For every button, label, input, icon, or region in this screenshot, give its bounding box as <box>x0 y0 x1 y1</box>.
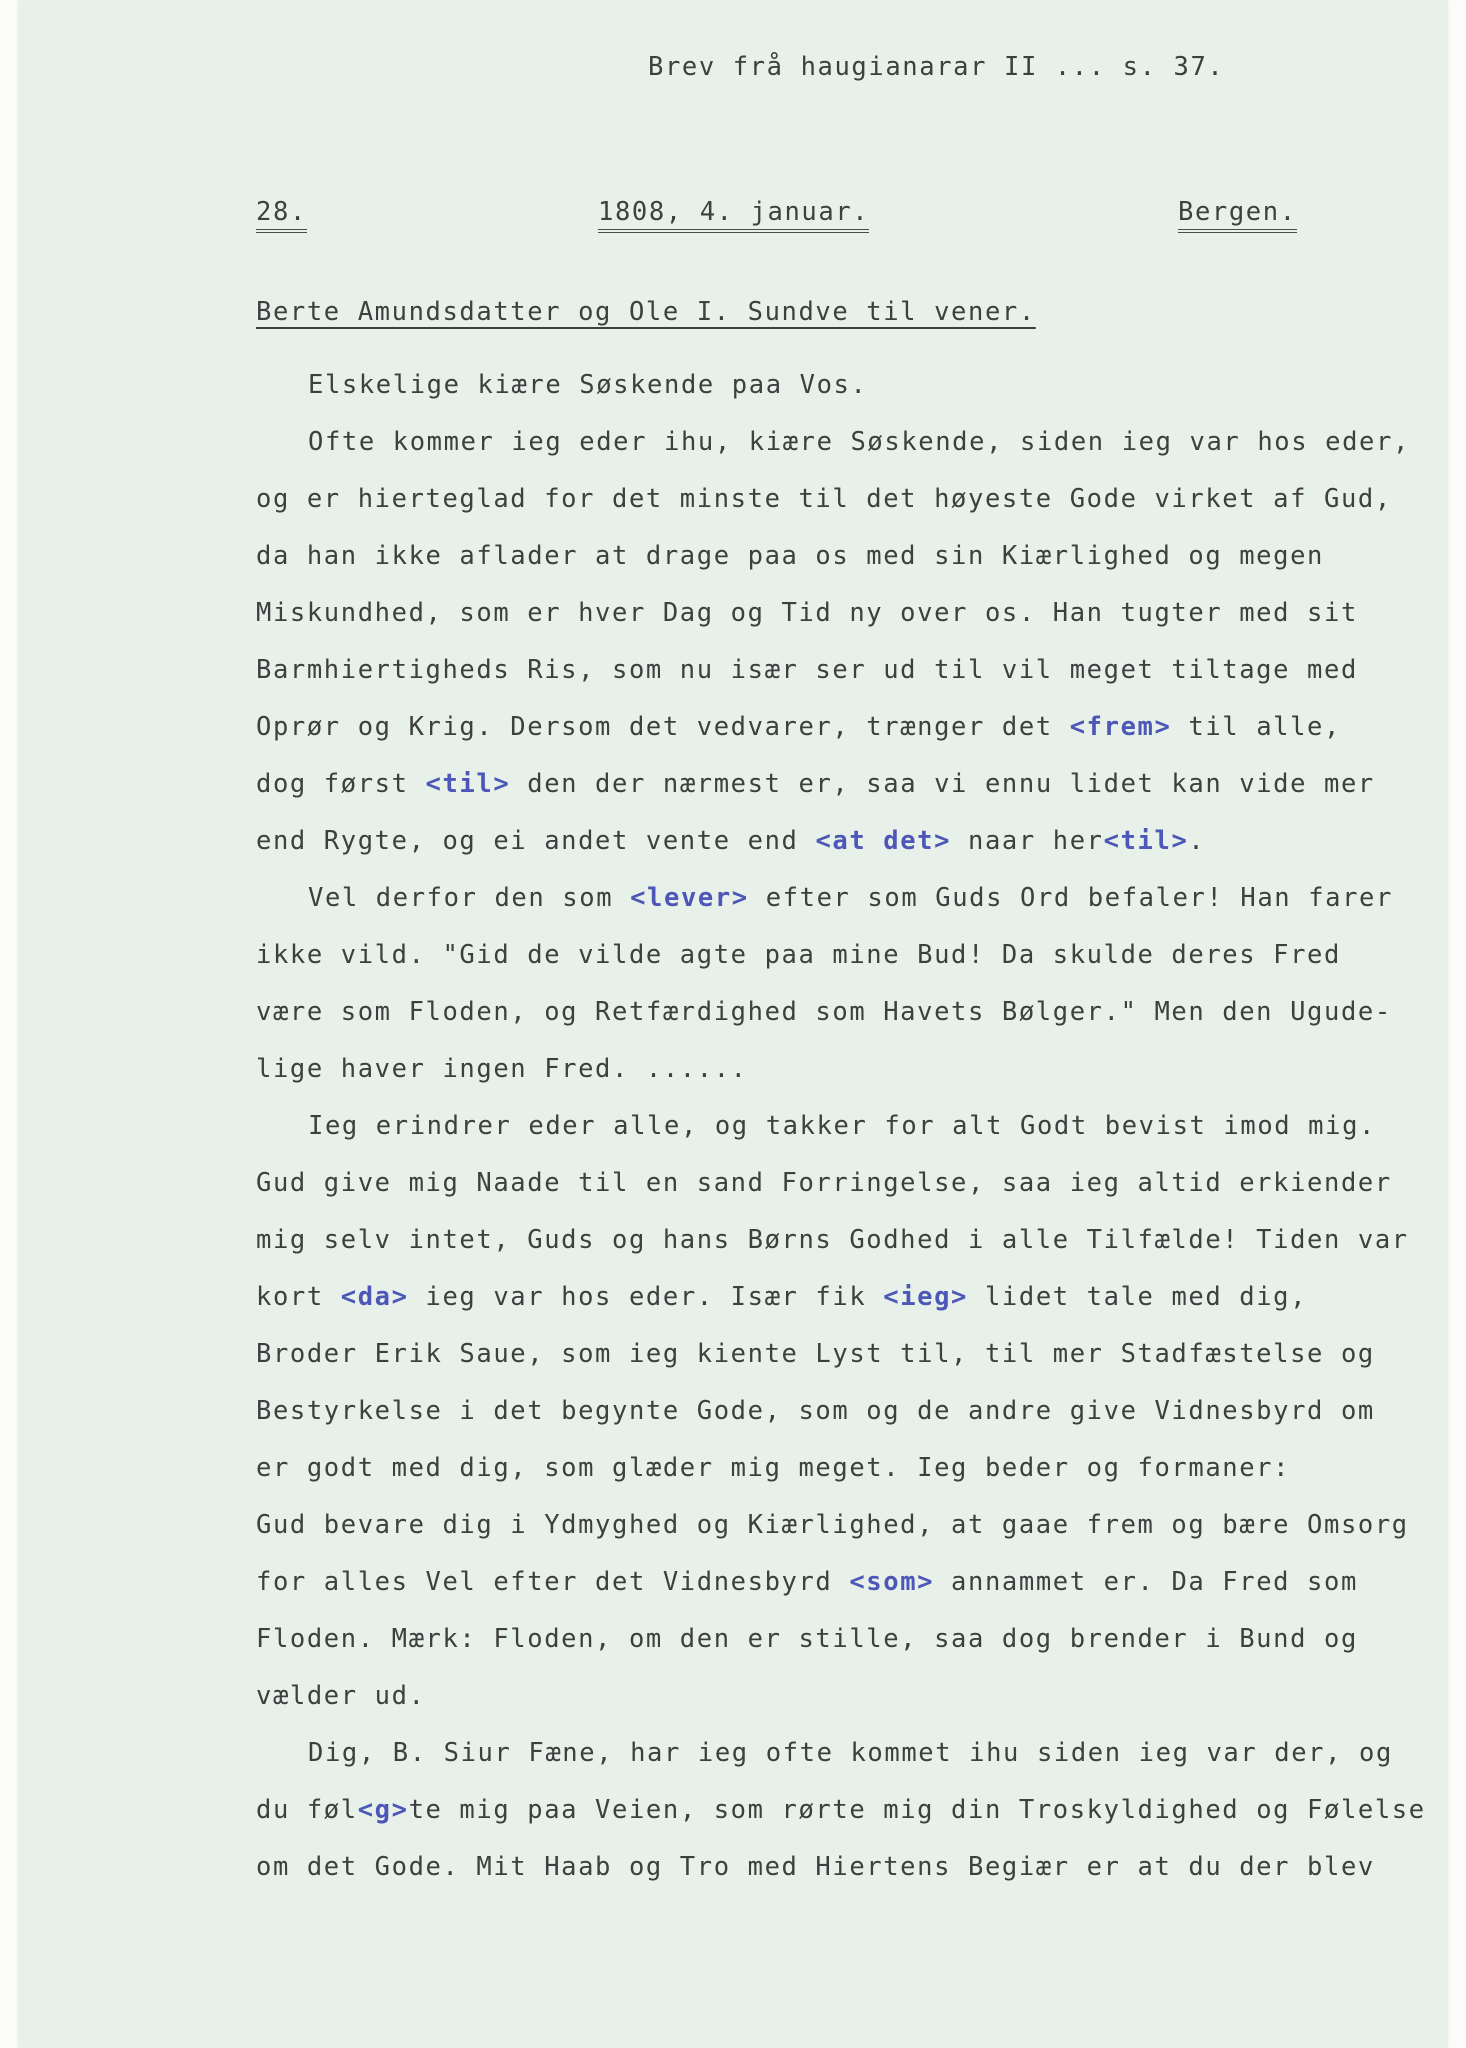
body-line <box>256 1567 1358 1597</box>
body-line: da han ikke aflader at drage paa os med sin Kiærlighed og megen <box>256 541 1324 571</box>
body-line: være som Floden, og Retfærdighed som Havets Bølger." Men den Ugude- <box>256 997 1392 1027</box>
body-text: til alle, <box>1171 712 1341 742</box>
body-line <box>256 1282 1307 1312</box>
body-text: annammet er. Da Fred som <box>934 1567 1358 1597</box>
body-line: og er hierteglad for det minste til det høyeste Gode virket af Gud, <box>256 484 1392 514</box>
body-text: naar her <box>951 826 1104 856</box>
editorial-insertion: <at det> <box>815 826 952 856</box>
body-text: lidet tale med dig, <box>968 1282 1308 1312</box>
body-line: Gud give mig Naade til en sand Forringelse, saa ieg altid erkiender <box>256 1168 1392 1198</box>
body-text: te mig paa Veien, som rørte mig din Troskyldighed og Følelse <box>408 1795 1426 1825</box>
letter-number: 28. <box>256 197 307 233</box>
body-line <box>256 712 1341 742</box>
letter-place: Bergen. <box>1178 197 1297 233</box>
body-line: Miskundhed, som er hver Dag og Tid ny over os. Han tugter med sit <box>256 598 1358 628</box>
body-text: dog først <box>256 769 426 799</box>
body-text: du føl <box>256 1795 358 1825</box>
body-line: Barmhiertigheds Ris, som nu især ser ud til vil meget tiltage med <box>256 655 1358 685</box>
body-text: end Rygte, og ei andet vente end <box>256 826 816 856</box>
body-line: om det Gode. Mit Haab og Tro med Hiertens Begiær er at du der blev <box>256 1852 1375 1882</box>
body-line: ikke vild. "Gid de vilde agte paa mine Bud! Da skulde deres Fred <box>256 940 1341 970</box>
body-line: Ieg erindrer eder alle, og takker for alt Godt bevist imod mig. <box>308 1111 1376 1141</box>
body-line: mig selv intet, Guds og hans Børns Godhed i alle Tilfælde! Tiden var <box>256 1225 1409 1255</box>
body-text: Vel derfor den som <box>308 883 631 913</box>
body-line <box>308 883 1393 913</box>
editorial-insertion: <som> <box>849 1567 935 1597</box>
body-line: Gud bevare dig i Ydmyghed og Kiærlighed, at gaae frem og bære Omsorg <box>256 1510 1409 1540</box>
body-line: Floden. Mærk: Floden, om den er stille, saa dog brender i Bund og <box>256 1624 1358 1654</box>
running-header: Brev frå haugianarar II ... s. 37. <box>648 52 1225 82</box>
body-line: Broder Erik Saue, som ieg kiente Lyst til, til mer Stadfæstelse og <box>256 1339 1375 1369</box>
body-text: for alles Vel efter det Vidnesbyrd <box>256 1567 850 1597</box>
editorial-insertion: <til> <box>1103 826 1189 856</box>
body-text: Oprør og Krig. Dersom det vedvarer, trænger det <box>256 712 1070 742</box>
body-line: Dig, B. Siur Fæne, har ieg ofte kommet ihu siden ieg var der, og <box>308 1738 1393 1768</box>
editorial-insertion: <lever> <box>630 883 749 913</box>
body-text: den der nærmest er, saa vi ennu lidet kan vide mer <box>510 769 1375 799</box>
salutation-line: Elskelige kiære Søskende paa Vos. <box>308 370 868 400</box>
editorial-insertion: <til> <box>425 769 511 799</box>
body-line: vælder ud. <box>256 1681 426 1711</box>
letter-date: 1808, 4. januar. <box>598 197 869 233</box>
editorial-insertion: <da> <box>340 1282 409 1312</box>
body-line: er godt med dig, som glæder mig meget. Ieg beder og formaner: <box>256 1453 1291 1483</box>
body-text: efter som Guds Ord befaler! Han farer <box>748 883 1393 913</box>
body-line: lige haver ingen Fred. ...... <box>256 1054 748 1084</box>
typewritten-page <box>18 0 1448 2048</box>
letter-title: Berte Amundsdatter og Ole I. Sundve til vener. <box>256 297 1036 327</box>
body-text: kort <box>256 1282 341 1312</box>
editorial-insertion: <ieg> <box>883 1282 969 1312</box>
editorial-insertion: <frem> <box>1069 712 1172 742</box>
body-line <box>256 1795 1426 1825</box>
editorial-insertion: <g> <box>357 1795 409 1825</box>
body-line: Ofte kommer ieg eder ihu, kiære Søskende, siden ieg var hos eder, <box>308 427 1410 457</box>
body-line <box>256 769 1375 799</box>
body-text: ieg var hos eder. Især fik <box>408 1282 884 1312</box>
body-text: . <box>1188 826 1206 856</box>
body-line <box>256 826 1205 856</box>
body-line: Bestyrkelse i det begynte Gode, som og de andre give Vidnesbyrd om <box>256 1396 1375 1426</box>
